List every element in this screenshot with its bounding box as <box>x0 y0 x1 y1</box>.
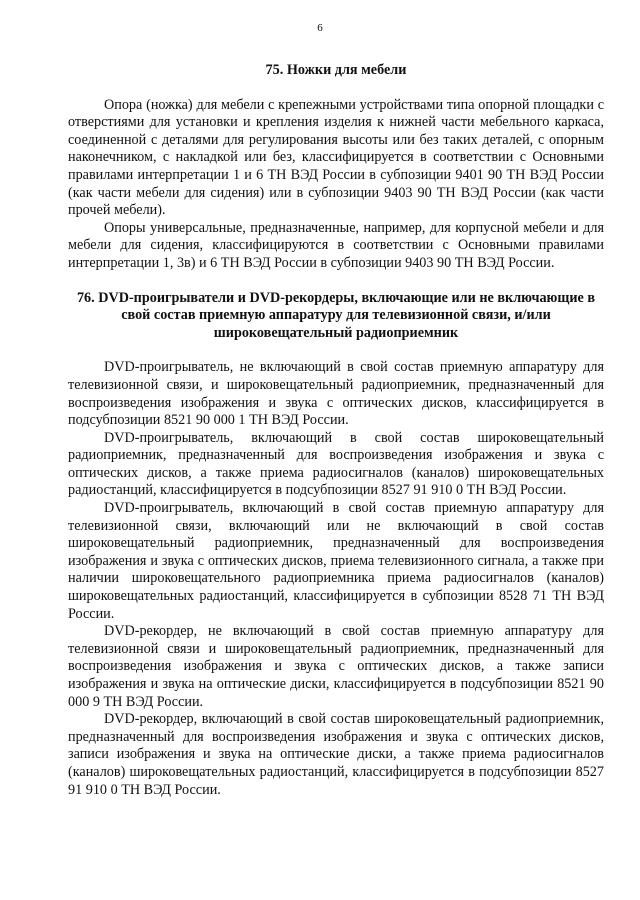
section-76-paragraph-2: DVD-проигрыватель, включающий в свой состав широковещательный радиоприемник, предназначенный для воспроизведения изображения и звука с оптических дисков, а также приема радиосигналов (каналов) широковещательных радиостанций, классифицируется в подсубпозиции 8527 91 910 0 ТН ВЭД России. <box>68 429 604 499</box>
section-76-paragraph-3: DVD-проигрыватель, включающий в свой состав приемную аппаратуру для телевизионной связи, включающий или не включающий в свой состав широковещательный радиоприемник, предназначенный для воспроизведения изображения и звука с оптических дисков, приема телевизионного сигнала, а также при наличии широковещательного радиоприемника приема радиосигналов (каналов) широковещательных радиостанций, классифицируется в субпозиции 8528 71 ТН ВЭД России. <box>68 500 604 622</box>
section-75-title: 75. Ножки для мебели <box>265 62 407 78</box>
section-76-paragraph-4: DVD-рекордер, не включающий в свой состав приемную аппаратуру для телевизионной связи и широковещательный радиоприемник, предназначенный для воспроизведения изображения и звука с оптических дисков, а также записи изображения и звука на оптические диски, классифицируется в подсубпозиции 8521 90 000 9 ТН ВЭД России. <box>68 623 604 710</box>
section-76-paragraph-1: DVD-проигрыватель, не включающий в свой состав приемную аппаратуру для телевизионной связи, и широковещательный радиоприемник, предназначенный для воспроизведения изображения и звука с оптических дисков, классифицируется в подсубпозиции 8521 90 000 1 ТН ВЭД России. <box>68 359 604 429</box>
section-76 <box>68 290 604 800</box>
section-75-paragraph-1: Опора (ножка) для мебели с крепежными устройствами типа опорной площадки с отверстиями для установки и крепления изделия к нижней части мебельного каркаса, соединенной с деталями для регулирования высоты или без таких деталей, с опорным наконечником, с накладкой или без, классифицируется в соответствии с Основными правилами интерпретации 1 и 6 ТН ВЭД России в субпозиции 9401 90 ТН ВЭД России (как части мебели для сидения) или в субпозиции 9403 90 ТН ВЭД России (как части прочей мебели). <box>68 96 604 219</box>
section-75-paragraph-2: Опоры универсальные, предназначенные, например, для корпусной мебели и для мебели для сидения, классифицируются в соответствии с Основными правилами интерпретации 1, 3в) и 6 ТН ВЭД России в субпозиции 9403 90 ТН ВЭД России. <box>68 219 604 271</box>
section-75 <box>68 62 604 273</box>
document-body <box>68 62 604 799</box>
section-76-title: 76. DVD-проигрыватели и DVD-рекордеры, включающие или не включающие в свой состав приемную аппаратуру для телевизионной связи, и/или широковещательный радиоприемник <box>76 289 596 341</box>
page-number: 6 <box>317 22 323 34</box>
section-76-paragraph-5: DVD-рекордер, включающий в свой состав широковещательный радиоприемник, предназначенный для воспроизведения изображения и звука с оптических дисков, записи изображения и звука на оптические диски, а также приема радиосигналов (каналов) широковещательных радиостанций, классифицируется в подсубпозиции 8527 91 910 0 ТН ВЭД России. <box>68 711 604 798</box>
